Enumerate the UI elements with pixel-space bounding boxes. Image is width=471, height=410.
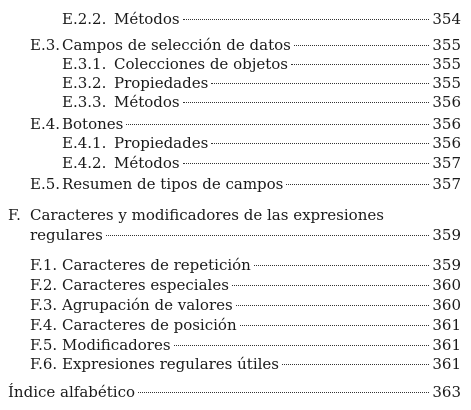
toc-entry-page: 359 [432,226,461,244]
toc-entry-e-4 [30,115,461,133]
toc-entry-title: Modificadores [62,336,171,354]
toc-entry-title: Colecciones de objetos [114,55,288,73]
toc-entry-number: E.3.3. [62,93,107,111]
toc-entry-number: E.4.2. [62,154,107,172]
dot-leader [282,364,429,365]
toc-entry-title: Caracteres especiales [62,276,229,294]
dot-leader [254,265,430,266]
toc-entry-title: Métodos [114,93,180,111]
toc-entry-title: Caracteres y modificadores de las expresiones [30,206,384,224]
toc-entry-number: E.3.1. [62,55,107,73]
toc-entry-index [8,383,461,401]
toc-entry-page: 357 [432,154,461,172]
toc-entry-title: Índice alfabético [8,383,136,401]
toc-entry-page: 356 [432,93,461,111]
toc-entry-e-4-1 [62,134,461,152]
dot-leader [183,163,430,164]
dot-leader [183,19,430,20]
toc-entry-number: E.2.2. [62,10,107,28]
toc-entry-title: Botones [62,115,124,133]
toc-entry-number: E.4.1. [62,134,107,152]
toc-entry-number: E.4. [30,115,61,133]
dot-leader [106,235,430,236]
toc-entry-number: F. [8,206,21,224]
dot-leader [236,305,430,306]
toc-entry-f-5 [30,336,461,354]
toc-entry-e-3-3 [62,93,461,111]
dot-leader [183,102,430,103]
toc-entry-page: 361 [432,336,461,354]
toc-entry-f-continuation [30,226,461,244]
toc-entry-number: E.3. [30,36,61,54]
toc-entry-page: 355 [432,55,461,73]
dot-leader [286,184,429,185]
toc-entry-title: Métodos [114,10,180,28]
toc-entry-page: 356 [432,134,461,152]
toc-entry-e-3-1 [62,55,461,73]
dot-leader [294,45,430,46]
toc-entry-e-4-2 [62,154,461,172]
toc-entry-f-4 [30,316,461,334]
toc-entry-e-3-2 [62,74,461,92]
toc-entry-title: Propiedades [114,74,209,92]
toc-entry-title: Caracteres de posición [62,316,237,334]
toc-entry-f-1 [30,256,461,274]
toc-entry-title: Campos de selección de datos [62,36,291,54]
toc-entry-f [8,206,461,224]
toc-entry-page: 361 [432,316,461,334]
toc-entry-title: Métodos [114,154,180,172]
toc-entry-title: Agrupación de valores [62,296,233,314]
toc-entry-f-6 [30,355,461,373]
toc-entry-number: F.2. [30,276,58,294]
dot-leader [211,143,429,144]
toc-entry-f-3 [30,296,461,314]
toc-entry-page: 355 [432,74,461,92]
dot-leader [232,285,429,286]
toc-entry-title: Caracteres de repetición [62,256,251,274]
toc-entry-title: Propiedades [114,134,209,152]
toc-entry-number: E.3.2. [62,74,107,92]
toc-entry-number: E.5. [30,175,61,193]
toc-entry-page: 357 [432,175,461,193]
dot-leader [240,325,430,326]
toc-entry-page: 356 [432,115,461,133]
toc-entry-page: 360 [432,296,461,314]
toc-entry-title: regulares [30,226,103,244]
toc-entry-number: F.6. [30,355,58,373]
dot-leader [174,345,430,346]
toc-entry-e-5 [30,175,461,193]
toc-entry-e-2-2 [62,10,461,28]
dot-leader [211,83,429,84]
toc-entry-number: F.1. [30,256,58,274]
toc-entry-e-3 [30,36,461,54]
dot-leader [291,64,429,65]
toc-entry-f-2 [30,276,461,294]
toc-entry-number: F.5. [30,336,58,354]
toc-entry-page: 355 [432,36,461,54]
toc-entry-number: F.3. [30,296,58,314]
toc-entry-title: Resumen de tipos de campos [62,175,284,193]
toc-entry-number: F.4. [30,316,58,334]
toc-entry-title: Expresiones regulares útiles [62,355,280,373]
dot-leader [126,124,429,125]
toc-entry-page: 361 [432,355,461,373]
toc-entry-page: 359 [432,256,461,274]
toc-entry-page: 363 [432,383,461,401]
dot-leader [138,392,429,393]
toc-entry-page: 354 [432,10,461,28]
toc-entry-page: 360 [432,276,461,294]
